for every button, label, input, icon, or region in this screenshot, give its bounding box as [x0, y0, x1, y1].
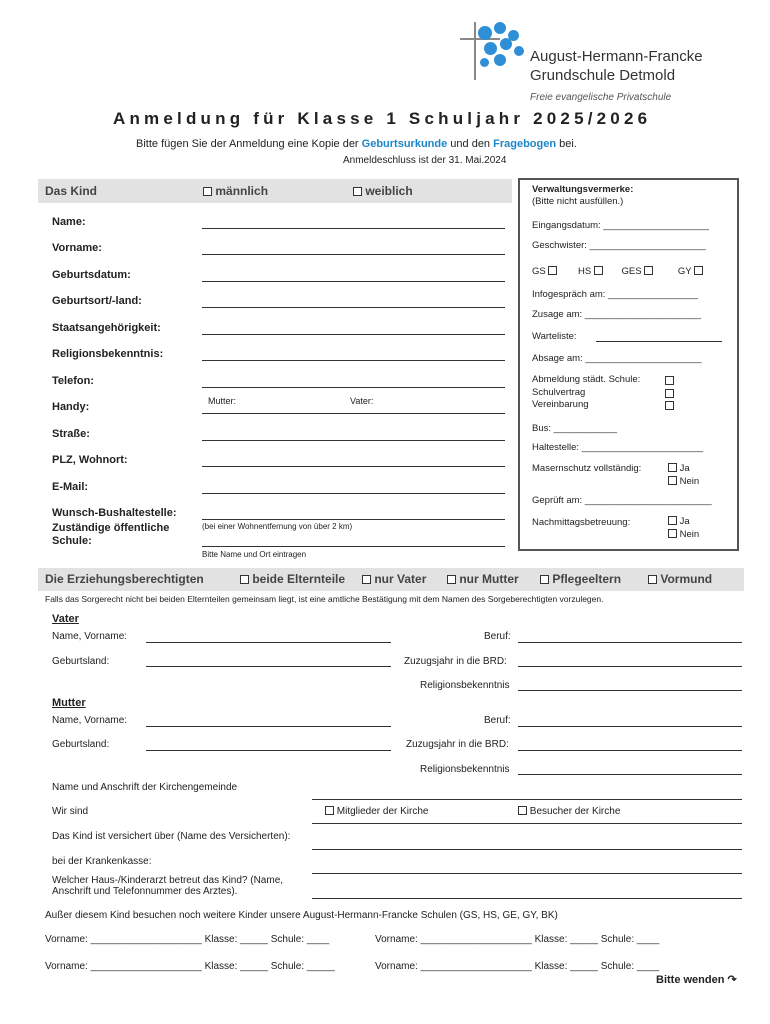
father-name-line[interactable]	[146, 642, 391, 643]
field-label: Wunsch-Bushaltestelle:	[52, 507, 177, 519]
gy-checkbox[interactable]	[694, 266, 703, 275]
admin-checked: Geprüft am: ________________________	[532, 495, 712, 506]
name-input-line[interactable]	[202, 228, 505, 229]
male-label: männlich	[215, 184, 269, 198]
sibling-row[interactable]: Vorname: ____________________ Klasse: _____ Schule: ____	[45, 934, 330, 945]
admin-stop: Haltestelle: _______________________	[532, 442, 704, 453]
father-religion-label: Religionsbekenntnis	[420, 680, 510, 691]
hs-checkbox[interactable]	[594, 266, 603, 275]
father-moved-line[interactable]	[518, 666, 742, 667]
measles-no-checkbox[interactable]	[668, 476, 677, 485]
sibling-row[interactable]: Vorname: ____________________ Klasse: _____ Schule: ____	[375, 934, 660, 945]
please-turn-over	[656, 973, 737, 986]
option-label: beide Elternteile	[252, 572, 346, 586]
church-visitors-option[interactable]	[518, 806, 620, 817]
name-place-note: Bitte Name und Ort eintragen	[202, 550, 307, 559]
turn-page-icon: ↷	[727, 974, 737, 986]
field-label: Religionsbekenntnis:	[52, 348, 164, 360]
mobile-father-label: Vater:	[350, 396, 374, 406]
insured-line[interactable]	[312, 849, 742, 850]
mobile-input-line[interactable]	[202, 413, 505, 414]
mother-moved-line[interactable]	[518, 750, 742, 751]
intro-part3: bei.	[556, 138, 577, 150]
father-name-label: Name, Vorname:	[52, 631, 128, 642]
father-job-label: Beruf:	[484, 631, 511, 642]
logo-dot	[494, 22, 506, 34]
no-label: Nein	[679, 529, 700, 540]
female-checkbox[interactable]	[353, 187, 362, 196]
father-job-line[interactable]	[518, 642, 742, 643]
intro-part1: Bitte fügen Sie der Anmeldung eine Kopie der	[136, 138, 362, 150]
street-input-line[interactable]	[202, 440, 505, 441]
ges-label: GES	[621, 266, 642, 277]
agreement-checkbox[interactable]	[665, 401, 674, 410]
mother-moved-label: Zuzugsjahr in die BRD:	[406, 739, 509, 750]
field-label: Straße:	[52, 428, 90, 440]
insured-label: Das Kind ist versichert über (Name des Versicherten):	[52, 831, 291, 842]
admin-contract: Schulvertrag	[532, 387, 586, 398]
field-label: E-Mail:	[52, 481, 89, 493]
mother-religion-label: Religionsbekenntnis	[420, 764, 510, 775]
mother-religion-line[interactable]	[518, 774, 742, 775]
afternoon-no	[668, 529, 699, 540]
no-label: Nein	[679, 476, 700, 487]
contract-checkbox[interactable]	[665, 389, 674, 398]
option-label: Pflegeeltern	[552, 572, 622, 586]
field-label: Geburtsdatum:	[52, 269, 131, 281]
logo-dot	[514, 46, 524, 56]
custody-note: Falls das Sorgerecht nicht bei beiden Elternteilen gemeinsam liegt, ist eine amtliche Bestätigung mit dem Namen des Sorgeberechtigten vorzulegen.	[45, 594, 604, 604]
option-label: Vormund	[660, 572, 713, 586]
field-label: PLZ, Wohnort:	[52, 454, 128, 466]
admin-bus: Bus: ____________	[532, 423, 618, 434]
mother-job-line[interactable]	[518, 726, 742, 727]
gy-label: GY	[677, 266, 692, 277]
logo-dot	[500, 38, 512, 50]
mother-country-line[interactable]	[146, 750, 391, 751]
afternoon-yes	[668, 516, 690, 527]
school-name-line1: August-Hermann-Francke	[530, 48, 703, 65]
intro-text	[136, 138, 577, 150]
church-status-line	[312, 823, 742, 824]
footer-text: Bitte wenden	[656, 974, 725, 986]
custody-guardian-option[interactable]	[648, 572, 712, 586]
father-country-label: Geburtsland:	[52, 656, 110, 667]
email-input-line[interactable]	[202, 493, 505, 494]
public-school-input-line[interactable]	[202, 546, 505, 547]
admin-afternoon-care: Nachmittagsbetreuung:	[532, 517, 631, 528]
doctor-label-1: Welcher Haus-/Kinderarzt betreut das Kind? (Name,	[52, 875, 284, 886]
intro-part2: und den	[447, 138, 494, 150]
members-checkbox[interactable]	[325, 806, 334, 815]
birthdate-input-line[interactable]	[202, 281, 505, 282]
father-religion-line[interactable]	[518, 690, 742, 691]
logo-dot	[484, 42, 497, 55]
custody-mother-checkbox[interactable]	[447, 575, 456, 584]
yes-label: Ja	[679, 463, 690, 474]
siblings-intro: Außer diesem Kind besuchen noch weitere Kinder unsere August-Hermann-Francke Schulen (GS, HS, GE, GY, BK)	[45, 910, 558, 921]
mother-country-label: Geburtsland:	[52, 739, 110, 750]
father-moved-label: Zuzugsjahr in die BRD:	[404, 656, 507, 667]
cross-vertical	[474, 22, 476, 80]
church-members-option[interactable]	[325, 806, 429, 817]
measles-no	[668, 476, 699, 487]
logo-dot	[480, 58, 489, 67]
mobile-mother-label: Mutter:	[208, 396, 237, 406]
custody-foster-checkbox[interactable]	[540, 575, 549, 584]
bus-stop-input-line[interactable]	[202, 519, 505, 520]
deadline-text: Anmeldeschluss ist der 31. Mai.2024	[343, 155, 507, 166]
custody-guardian-checkbox[interactable]	[648, 575, 657, 584]
field-label: Vorname:	[52, 242, 102, 254]
waitlist-line	[596, 341, 722, 342]
birthplace-input-line[interactable]	[202, 307, 505, 308]
afternoon-yes-checkbox[interactable]	[668, 516, 677, 525]
deregistration-checkbox[interactable]	[665, 376, 674, 385]
logo-dot	[478, 26, 492, 40]
admin-title: Verwaltungsvermerke:	[532, 184, 634, 195]
first-name-input-line[interactable]	[202, 254, 505, 255]
school-logo	[460, 20, 530, 82]
admin-school-types	[532, 266, 703, 277]
church-label: Name und Anschrift der Kirchengemeinde	[52, 782, 238, 793]
intro-highlight-birth-certificate: Geburtsurkunde	[361, 138, 448, 150]
field-label: Name:	[52, 216, 86, 228]
custody-foster-option[interactable]	[540, 572, 621, 586]
church-line[interactable]	[312, 799, 742, 800]
admin-rejection: Absage am: ______________________	[532, 353, 702, 364]
gender-female-option[interactable]	[353, 184, 413, 198]
admin-subtitle: (Bitte nicht ausfüllen.)	[532, 196, 624, 207]
school-name-line2: Grundschule Detmold	[530, 67, 676, 84]
sibling-row[interactable]: Vorname: ____________________ Klasse: _____ Schule: _____	[45, 961, 335, 972]
custody-father-checkbox[interactable]	[362, 575, 371, 584]
admin-info-talk: Infogespräch am: _________________	[532, 289, 698, 300]
ges-checkbox[interactable]	[644, 266, 653, 275]
gender-male-option[interactable]	[203, 184, 268, 198]
mother-job-label: Beruf:	[484, 715, 511, 726]
gs-label: GS	[532, 266, 546, 277]
doctor-label-2: Anschrift und Telefonnummer des Arztes).	[52, 886, 238, 897]
we-are-label: Wir sind	[52, 806, 89, 817]
admin-siblings: Geschwister: ______________________	[532, 240, 706, 251]
female-label: weiblich	[365, 184, 413, 198]
sibling-row[interactable]: Vorname: ____________________ Klasse: _____ Schule: ____	[375, 961, 660, 972]
mother-heading: Mutter	[52, 697, 86, 709]
admin-acceptance: Zusage am: ______________________	[532, 309, 702, 320]
phone-input-line[interactable]	[202, 387, 505, 388]
intro-highlight-questionnaire: Fragebogen	[493, 138, 557, 150]
logo-dot	[494, 54, 506, 66]
father-country-line[interactable]	[146, 666, 391, 667]
admin-measles: Masernschutz vollständig:	[532, 463, 642, 474]
field-label: Geburtsort/-land:	[52, 295, 142, 307]
zip-city-input-line[interactable]	[202, 466, 505, 467]
doctor-line[interactable]	[312, 898, 742, 899]
option-label: nur Vater	[374, 572, 427, 586]
yes-label: Ja	[679, 516, 690, 527]
custody-mother-option[interactable]	[447, 572, 519, 586]
custody-father-option[interactable]	[362, 572, 426, 586]
distance-note: (bei einer Wohnentfernung von über 2 km)	[202, 522, 353, 531]
hs-label: HS	[578, 266, 592, 277]
child-header-bar	[38, 179, 512, 203]
field-label: Handy:	[52, 401, 90, 413]
health-fund-label: bei der Krankenkasse:	[52, 856, 152, 867]
field-label: Telefon:	[52, 375, 94, 387]
public-school-label-2: Schule:	[52, 535, 92, 547]
measles-yes-checkbox[interactable]	[668, 463, 677, 472]
custody-both-checkbox[interactable]	[240, 575, 249, 584]
gs-checkbox[interactable]	[548, 266, 557, 275]
mother-name-line[interactable]	[146, 726, 391, 727]
admin-deregistration: Abmeldung städt. Schule:	[532, 374, 641, 385]
nationality-input-line[interactable]	[202, 334, 505, 335]
page-title: Anmeldung für Klasse 1 Schuljahr 2025/2026	[113, 109, 652, 128]
admin-waitlist: Warteliste:	[532, 331, 577, 342]
admin-agreement: Vereinbarung	[532, 399, 589, 410]
child-heading: Das Kind	[45, 184, 98, 198]
mother-name-label: Name, Vorname:	[52, 715, 128, 726]
custody-both-option[interactable]	[240, 572, 345, 586]
option-label: nur Mutter	[459, 572, 519, 586]
measles-yes	[668, 463, 690, 474]
visitors-label: Besucher der Kirche	[529, 806, 621, 817]
health-fund-line[interactable]	[312, 873, 742, 874]
father-heading: Vater	[52, 613, 79, 625]
guardians-heading: Die Erziehungsberechtigten	[45, 572, 204, 586]
school-tagline: Freie evangelische Privatschule	[530, 92, 672, 103]
afternoon-no-checkbox[interactable]	[668, 529, 677, 538]
field-label: Staatsangehörigkeit:	[52, 322, 161, 334]
male-checkbox[interactable]	[203, 187, 212, 196]
visitors-checkbox[interactable]	[518, 806, 527, 815]
public-school-label-1: Zuständige öffentliche	[52, 522, 170, 534]
religion-input-line[interactable]	[202, 360, 505, 361]
members-label: Mitglieder der Kirche	[336, 806, 429, 817]
admin-entry-date: Eingangsdatum: ____________________	[532, 220, 709, 231]
